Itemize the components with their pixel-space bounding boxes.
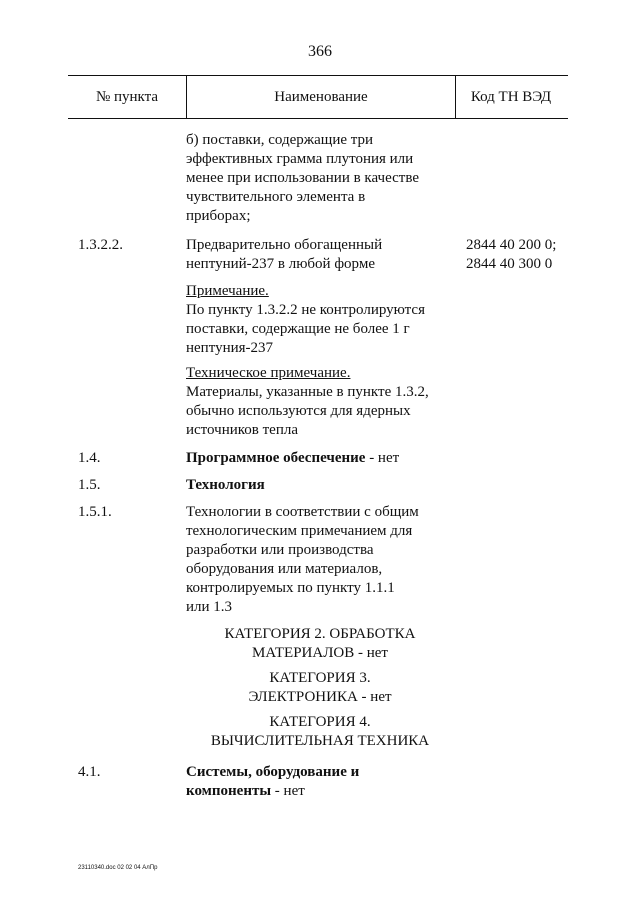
bold-text: компоненты [186, 783, 272, 799]
category-line: ВЫЧИСЛИТЕЛЬНАЯ ТЕХНИКА [210, 733, 430, 749]
item-name-4-1 [186, 763, 456, 801]
header-number-column: № пункта [95, 89, 159, 105]
tech-note-title: Техническое примечание. [186, 365, 351, 381]
bold-text: Технология [186, 477, 265, 493]
item-number-4-1: 4.1. [78, 764, 101, 780]
text-line: Материалы, указанные в пункте 1.3.2, [186, 384, 429, 400]
item-name-1-3-2-2 [186, 236, 456, 274]
header-name-column: Наименование [186, 76, 456, 118]
item-name-1-5-1 [186, 503, 456, 617]
text-line: По пункту 1.3.2.2 не контролируются [186, 302, 425, 318]
category-4-heading [150, 713, 490, 751]
text-line: эффективных грамма плутония или [186, 151, 414, 167]
table-header [68, 75, 568, 119]
item-number-1-5-1: 1.5.1. [78, 504, 112, 520]
bold-text: Системы, оборудование и [186, 764, 360, 780]
text-line: Предварительно обогащенный [186, 237, 383, 253]
category-line: КАТЕГОРИЯ 2. ОБРАБОТКА [224, 626, 416, 642]
item-name-1-5 [186, 476, 456, 495]
code-line: 2844 40 200 0; [466, 237, 557, 253]
category-line: ЭЛЕКТРОНИКА - нет [248, 689, 392, 705]
footer-doc-code: 23110340.doc 02 02 04 АлПр [78, 865, 158, 871]
item-name-1-4 [186, 449, 456, 468]
category-3-heading [150, 669, 490, 707]
text-line: источников тепла [186, 422, 298, 438]
item-b-text [186, 131, 456, 226]
note-title: Примечание. [186, 283, 269, 299]
text-rest: - нет [365, 450, 400, 466]
item-number-1-4: 1.4. [78, 450, 101, 466]
code-line: 2844 40 300 0 [466, 256, 553, 272]
category-line: КАТЕГОРИЯ 3. [269, 670, 371, 686]
note-1-3-2-2 [186, 282, 456, 358]
header-code-column: Код ТН ВЭД [470, 89, 552, 105]
item-code-1-3-2-2 [466, 236, 596, 274]
bold-text: Программное обеспечение [186, 450, 366, 466]
page-number: 366 [308, 43, 332, 60]
text-line: менее при использовании в качестве [186, 170, 419, 186]
item-number-1-3-2-2: 1.3.2.2. [78, 237, 123, 253]
category-line: КАТЕГОРИЯ 4. [269, 714, 371, 730]
category-2-heading [150, 625, 490, 663]
text-line: чувствительного элемента в [186, 189, 366, 205]
text-line: контролируемых по пункту 1.1.1 [186, 580, 395, 596]
item-number-1-5: 1.5. [78, 477, 101, 493]
text-rest: - нет [271, 783, 305, 799]
text-line: нептуния-237 [186, 340, 274, 356]
text-line: Технологии в соответствии с общим [186, 504, 419, 520]
text-line: оборудования или материалов, [186, 561, 383, 577]
text-line: поставки, содержащие не более 1 г [186, 321, 410, 337]
text-line: нептуний-237 в любой форме [186, 256, 375, 272]
text-line: технологическим примечанием для [186, 523, 413, 539]
text-line: б) поставки, содержащие три [186, 132, 374, 148]
category-line: МАТЕРИАЛОВ - нет [252, 645, 388, 661]
text-line: разработки или производства [186, 542, 374, 558]
text-line: приборах; [186, 208, 251, 224]
tech-note-1-3-2-2 [186, 364, 456, 440]
text-line: обычно используются для ядерных [186, 403, 411, 419]
text-line: или 1.3 [186, 599, 233, 615]
